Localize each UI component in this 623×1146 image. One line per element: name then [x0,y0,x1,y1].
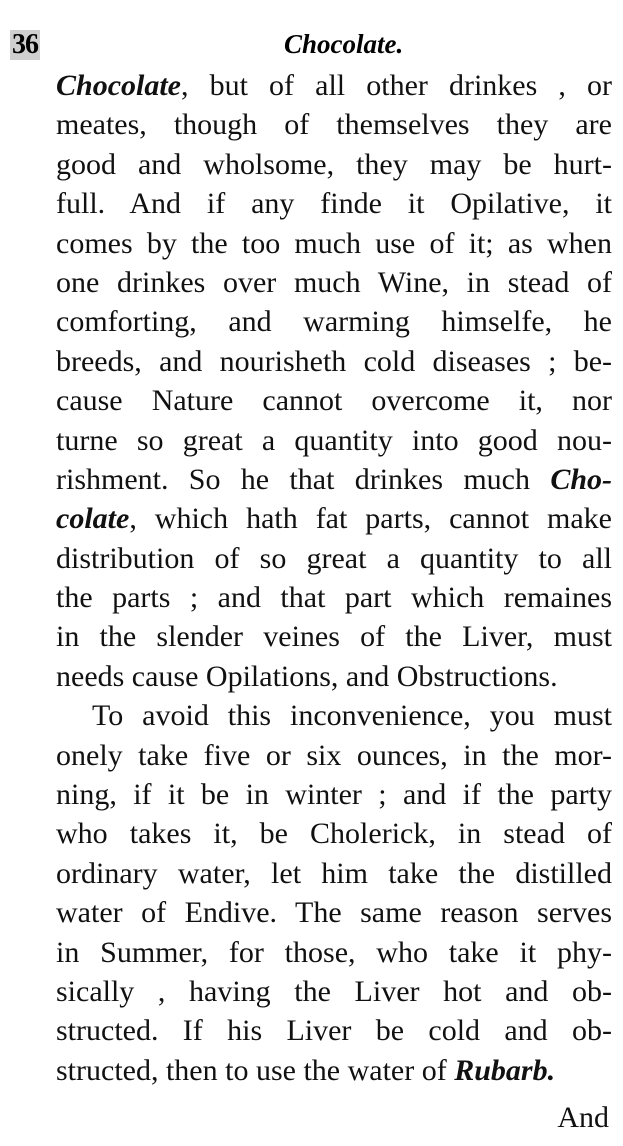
line-segment: onely take five or six ounces, in the mor- [56,738,612,772]
text-line [56,578,612,617]
italic-word: colate [56,502,130,536]
running-title: Chocolate. [284,29,404,59]
line-segment: who takes it, be Cholerick, in stead of [56,817,612,851]
text-line [56,933,612,972]
line-segment: , but of all other drinkes , or [181,69,612,102]
line-segment: To avoid this inconvenience, you must [92,699,612,733]
body-text [56,66,612,1090]
text-line [56,499,612,538]
text-line [56,263,612,302]
text-line [56,302,612,341]
text-line [56,972,612,1011]
line-segment: turne so great a quantity into good nou- [56,423,612,457]
line-segment: sically , having the Liver hot and ob- [56,974,612,1008]
text-line [56,696,612,735]
line-segment: needs cause Opilations, and Obstructions. [56,659,558,693]
text-line [56,145,612,184]
line-segment: full. And if any finde it Opilative, it [56,187,612,221]
text-line [56,775,612,814]
line-segment: comforting, and warming himselfe, he [56,305,612,339]
text-line [56,736,612,775]
text-line [56,657,612,696]
line-segment: breeds, and nourisheth cold diseases ; be- [56,344,612,378]
italic-word: Chocolate [56,69,181,102]
page-number: 36 [12,29,38,60]
catchword: And [557,1101,609,1134]
text-line [56,224,612,263]
line-segment: rishment. So he that drinkes much [56,462,551,496]
line-segment: water of Endive. The same reason serves [56,896,612,930]
text-line [56,893,612,932]
text-line [56,421,612,460]
line-segment: structed, then to use the water of [56,1053,455,1087]
line-segment: comes by the too much use of it; as when [56,226,612,260]
text-line [56,66,612,105]
text-line [56,854,612,893]
line-segment: one drinkes over much Wine, in stead of [56,265,612,299]
text-line [56,539,612,578]
line-segment: ordinary water, let him take the distilled [56,856,612,890]
line-segment: distribution of so great a quantity to all [56,541,612,575]
text-line [56,184,612,223]
text-line [56,105,612,144]
line-segment: ning, if it be in winter ; and if the party [56,778,612,812]
line-segment: in the slender veines of the Liver, must [56,620,612,654]
text-line [56,617,612,656]
line-segment: in Summer, for those, who take it phy- [56,935,612,969]
text-line [56,460,612,499]
text-line [56,1051,612,1090]
italic-word: Rubarb. [454,1053,556,1087]
text-line [56,814,612,853]
italic-word: Cho- [550,462,612,496]
line-segment: structed. If his Liver be cold and ob- [56,1014,612,1048]
line-segment: the parts ; and that part which remaines [56,581,612,615]
line-segment: good and wholsome, they may be hurt- [56,147,612,181]
text-line [56,381,612,420]
line-segment: meates, though of themselves they are [56,108,612,142]
line-segment: , which hath fat parts, cannot make [129,502,612,536]
text-line [56,1011,612,1050]
page-header [0,8,623,68]
text-line [56,342,612,381]
line-segment: cause Nature cannot overcome it, nor [56,384,612,418]
